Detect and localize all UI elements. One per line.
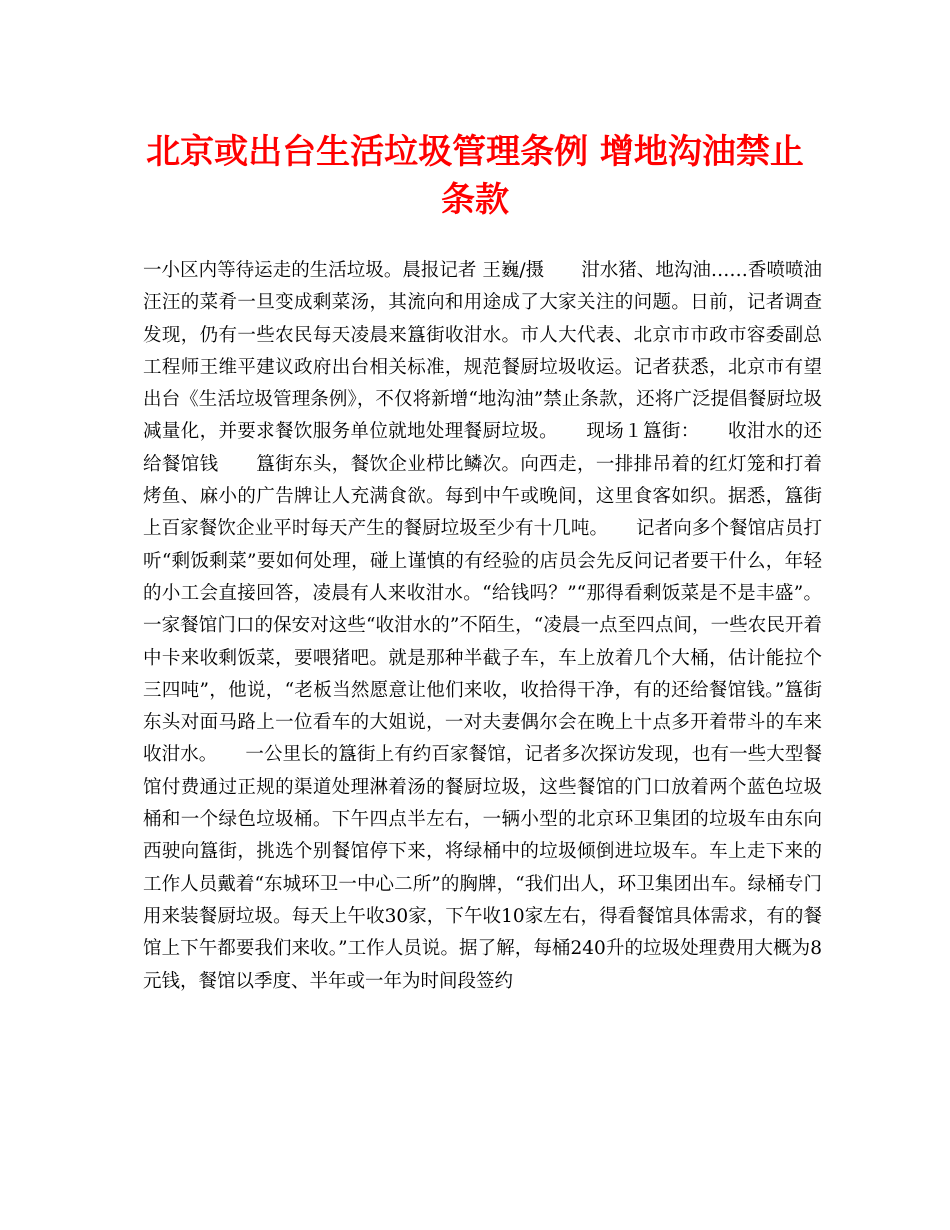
article-body: 一小区内等待运走的生活垃圾。晨报记者 王巍/摄 泔水猪、地沟油……香喷喷油汪汪的菜肴一旦变成剩菜汤，其流向和用途成了大家关注的问题。日前，记者调查发现，仍有一些农民每天凌晨来簋街收泔水。市人大代表、北京市市政市容委副总工程师王维平建议政府出台相关标准，规范餐厨垃圾收运。记者获悉，北京市有望出台《生活垃圾管理条例》，不仅将新增“地沟油”禁止条款，还将广泛提倡餐厨垃圾减量化，并要求餐饮服务单位就地处理餐厨垃圾。 现场１簋街： 收泔水的还给餐馆钱 簋街东头，餐饮企业栉比鳞次。向西走，一排排吊着的红灯笼和打着烤鱼、麻小的广告牌让人充满食欲。每到中午或晚间，这里食客如织。据悉，簋街上百家餐饮企业平时每天产生的餐厨垃圾至少有十几吨。 记者向多个餐馆店员打听“剩饭剩菜”要如何处理，碰上谨慎的有经验的店员会先反问记者要干什么，年轻的小工会直接回答，凌晨有人来收泔水。“给钱吗？”“那得看剩饭菜是不是丰盛”。一家餐馆门口的保安对这些“收泔水的”不陌生，“凌晨一点至四点间，一些农民开着中卡来收剩饭菜，要喂猪吧。就是那种半截子车，车上放着几个大桶，估计能拉个三四吨”，他说，“老板当然愿意让他们来收，收拾得干净，有的还给餐馆钱。”簋街东头对面马路上一位看车的大姐说，一对夫妻偶尔会在晚上十点多开着带斗的车来收泔水。 一公里长的簋街上有约百家餐馆，记者多次探访发现，也有一些大型餐馆付费通过正规的渠道处理淋着汤的餐厨垃圾，这些餐馆的门口放着两个蓝色垃圾桶和一个绿色垃圾桶。下午四点半左右，一辆小型的北京环卫集团的垃圾车由东向西驶向簋街，挑选个别餐馆停下来，将绿桶中的垃圾倾倒进垃圾车。车上走下来的工作人员戴着“东城环卫一中心二所”的胸牌，“我们出人，环卫集团出车。绿桶专门用来装餐厨垃圾。每天上午收30家，下午收10家左右，得看餐馆具体需求，有的餐馆上下午都要我们来收。”工作人员说。据了解，每桶240升的垃圾处理费用大概为8元钱，餐馆以季度、半年或一年为时间段签约	[143, 260, 822, 992]
article-title: 北京或出台生活垃圾管理条例 增地沟油禁止条款	[146, 132, 804, 220]
